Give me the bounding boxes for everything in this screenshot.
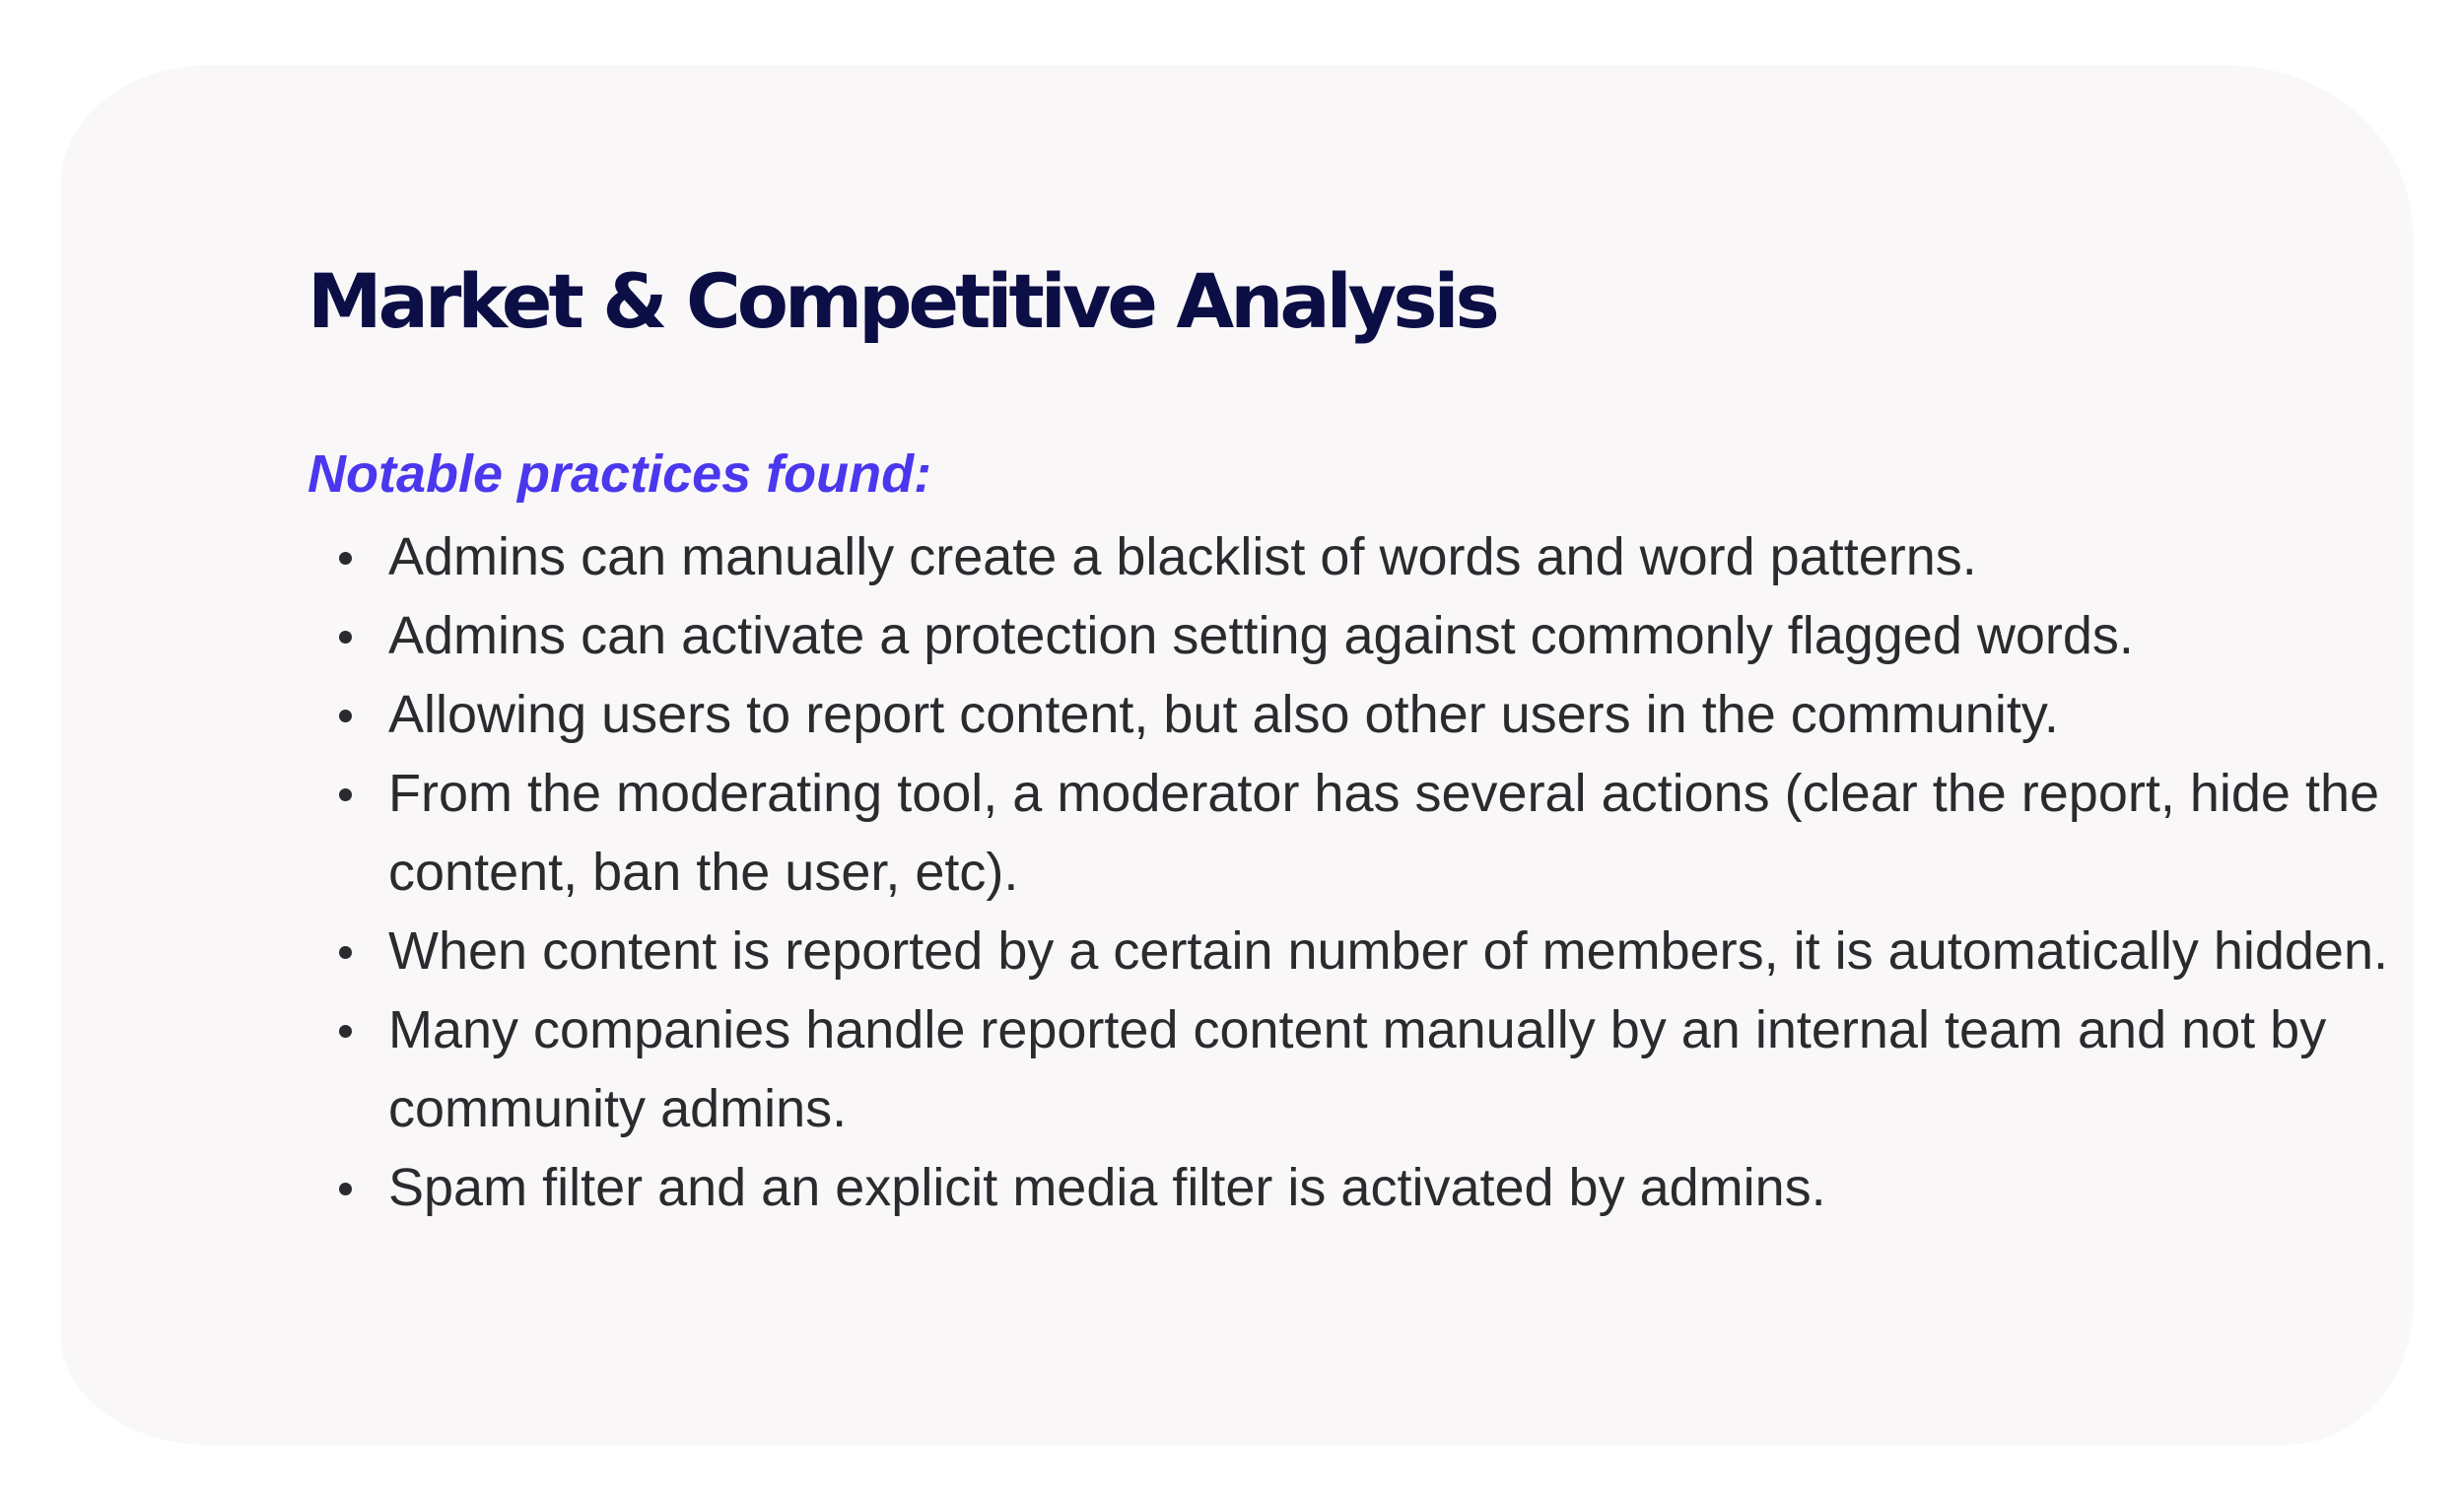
practices-list	[308, 517, 2427, 1227]
bullet-icon	[339, 710, 352, 722]
bullet-icon	[339, 1025, 352, 1038]
bullet-icon	[339, 788, 352, 801]
bullet-icon	[339, 1183, 352, 1195]
list-item	[308, 517, 2427, 596]
card-content	[308, 252, 2427, 1227]
list-item-text: Allowing users to report content, but also other users in the community.	[388, 685, 2059, 744]
list-item-text: Spam filter and an explicit media filter is activated by admins.	[388, 1158, 1826, 1217]
page-title: Market & Competitive Analysis	[308, 257, 1496, 345]
list-item-text: Admins can manually create a blacklist of words and word patterns.	[388, 527, 1977, 586]
list-item-text: From the moderating tool, a moderator has several actions (clear the report, hide the content, ban the user, etc).	[388, 764, 2380, 902]
list-item-text: When content is reported by a certain number of members, it is automatically hidden.	[388, 921, 2388, 981]
bullet-icon	[339, 552, 352, 565]
list-item	[308, 675, 2427, 754]
list-item-text: Many companies handle reported content manually by an internal team and not by community admins.	[388, 1000, 2327, 1138]
list-item-text: Admins can activate a protection setting against commonly flagged words.	[388, 606, 2134, 665]
list-item	[308, 912, 2427, 990]
list-item	[308, 990, 2427, 1148]
content-card	[61, 65, 2413, 1445]
list-item	[308, 1148, 2427, 1227]
list-item	[308, 596, 2427, 675]
bullet-icon	[339, 631, 352, 644]
section-subtitle: Notable practices found:	[308, 444, 932, 504]
list-item	[308, 754, 2427, 912]
bullet-icon	[339, 946, 352, 959]
